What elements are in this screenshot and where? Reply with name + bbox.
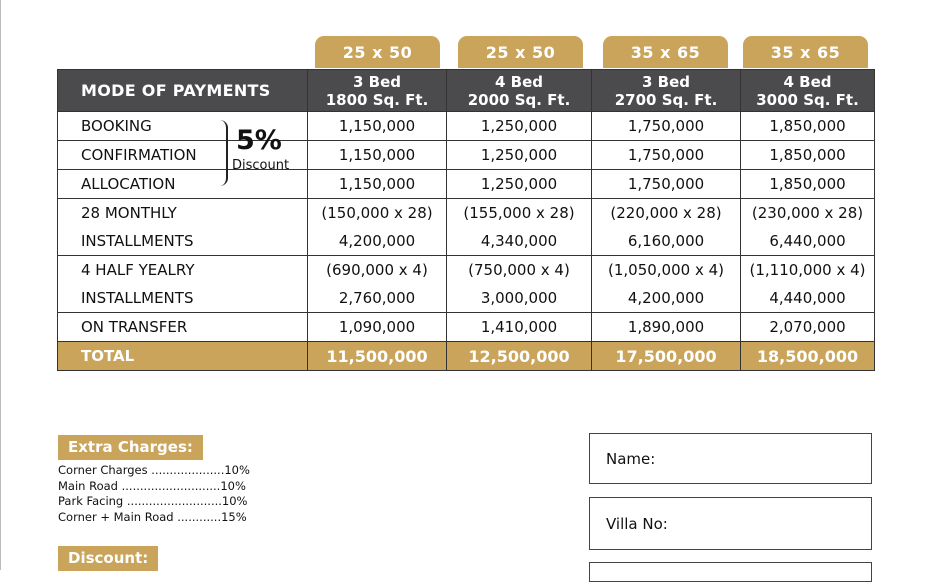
plot-size-tab-3: 35 x 65 <box>603 36 728 68</box>
table-cell: (150,000 x 28) <box>308 199 447 228</box>
column-header: 4 Bed 3000 Sq. Ft. <box>741 70 875 112</box>
column-header: 3 Bed 1800 Sq. Ft. <box>308 70 447 112</box>
plot-size-tab-1: 25 x 50 <box>315 36 440 68</box>
total-cell: 12,500,000 <box>447 342 592 371</box>
list-item: Park Facing ..........................10% <box>58 494 248 509</box>
villa-no-field[interactable] <box>589 497 872 550</box>
total-row <box>58 342 875 371</box>
page-left-edge <box>0 0 1 570</box>
list-item: Corner + Main Road ............15% <box>58 510 247 525</box>
table-cell: (155,000 x 28) <box>447 199 592 228</box>
table-cell: 1,750,000 <box>592 141 741 170</box>
row-label: 4 HALF YEALRY <box>58 256 308 285</box>
table-row <box>58 112 875 141</box>
total-cell: 18,500,000 <box>741 342 875 371</box>
table-cell: 1,090,000 <box>308 313 447 342</box>
row-label: ALLOCATION <box>58 170 308 199</box>
table-cell: 4,440,000 <box>741 284 875 313</box>
table-row <box>58 284 875 313</box>
column-header: 3 Bed 2700 Sq. Ft. <box>592 70 741 112</box>
total-cell: 11,500,000 <box>308 342 447 371</box>
row-label: BOOKING <box>58 112 308 141</box>
column-header: 4 Bed 2000 Sq. Ft. <box>447 70 592 112</box>
name-field[interactable] <box>589 433 872 484</box>
row-label: ON TRANSFER <box>58 313 308 342</box>
table-cell: 4,200,000 <box>308 227 447 256</box>
total-label: TOTAL <box>58 342 308 371</box>
table-cell: 1,250,000 <box>447 170 592 199</box>
plot-size-tab-2: 25 x 50 <box>458 36 583 68</box>
table-cell: 1,150,000 <box>308 141 447 170</box>
row-label: 28 MONTHLY <box>58 199 308 228</box>
row-label: INSTALLMENTS <box>58 227 308 256</box>
table-cell: (1,110,000 x 4) <box>741 256 875 285</box>
table-cell: 3,000,000 <box>447 284 592 313</box>
table-cell: 1,750,000 <box>592 170 741 199</box>
discount-section-title: Discount: <box>58 546 158 571</box>
table-cell: 1,410,000 <box>447 313 592 342</box>
extra-charges-title: Extra Charges: <box>58 435 203 460</box>
list-item: Corner Charges ....................10% <box>58 463 250 477</box>
table-cell: 4,340,000 <box>447 227 592 256</box>
table-cell: 1,850,000 <box>741 170 875 199</box>
mode-of-payments-header: MODE OF PAYMENTS <box>58 70 308 112</box>
table-row <box>58 170 875 199</box>
table-cell: 6,160,000 <box>592 227 741 256</box>
table-cell: 1,750,000 <box>592 112 741 141</box>
row-label: CONFIRMATION <box>58 141 308 170</box>
table-cell: (220,000 x 28) <box>592 199 741 228</box>
table-cell: 1,850,000 <box>741 141 875 170</box>
villa-no-field-label: Villa No: <box>606 514 668 533</box>
table-header-row <box>58 70 875 112</box>
table-row <box>58 199 875 228</box>
table-cell: 2,760,000 <box>308 284 447 313</box>
table-cell: (690,000 x 4) <box>308 256 447 285</box>
discount-percent: 5% <box>236 125 282 156</box>
table-cell: 6,440,000 <box>741 227 875 256</box>
table-cell: 1,150,000 <box>308 170 447 199</box>
table-cell: 1,250,000 <box>447 141 592 170</box>
table-cell: (750,000 x 4) <box>447 256 592 285</box>
table-cell: 1,850,000 <box>741 112 875 141</box>
table-cell: 1,890,000 <box>592 313 741 342</box>
payment-plan-table <box>57 69 875 371</box>
list-item: Main Road ...........................10% <box>58 478 246 493</box>
plot-size-tab-4: 35 x 65 <box>743 36 868 68</box>
row-label: INSTALLMENTS <box>58 284 308 313</box>
table-cell: (230,000 x 28) <box>741 199 875 228</box>
table-row <box>58 141 875 170</box>
table-cell: 4,200,000 <box>592 284 741 313</box>
extra-charges-list <box>58 463 250 526</box>
table-row <box>58 227 875 256</box>
table-cell: (1,050,000 x 4) <box>592 256 741 285</box>
form-field[interactable] <box>589 562 872 582</box>
curly-brace-icon <box>218 120 228 186</box>
name-field-label: Name: <box>606 449 656 468</box>
table-row <box>58 256 875 285</box>
total-cell: 17,500,000 <box>592 342 741 371</box>
table-row <box>58 313 875 342</box>
table-cell: 2,070,000 <box>741 313 875 342</box>
table-cell: 1,150,000 <box>308 112 447 141</box>
table-cell: 1,250,000 <box>447 112 592 141</box>
discount-label: Discount <box>232 158 290 173</box>
